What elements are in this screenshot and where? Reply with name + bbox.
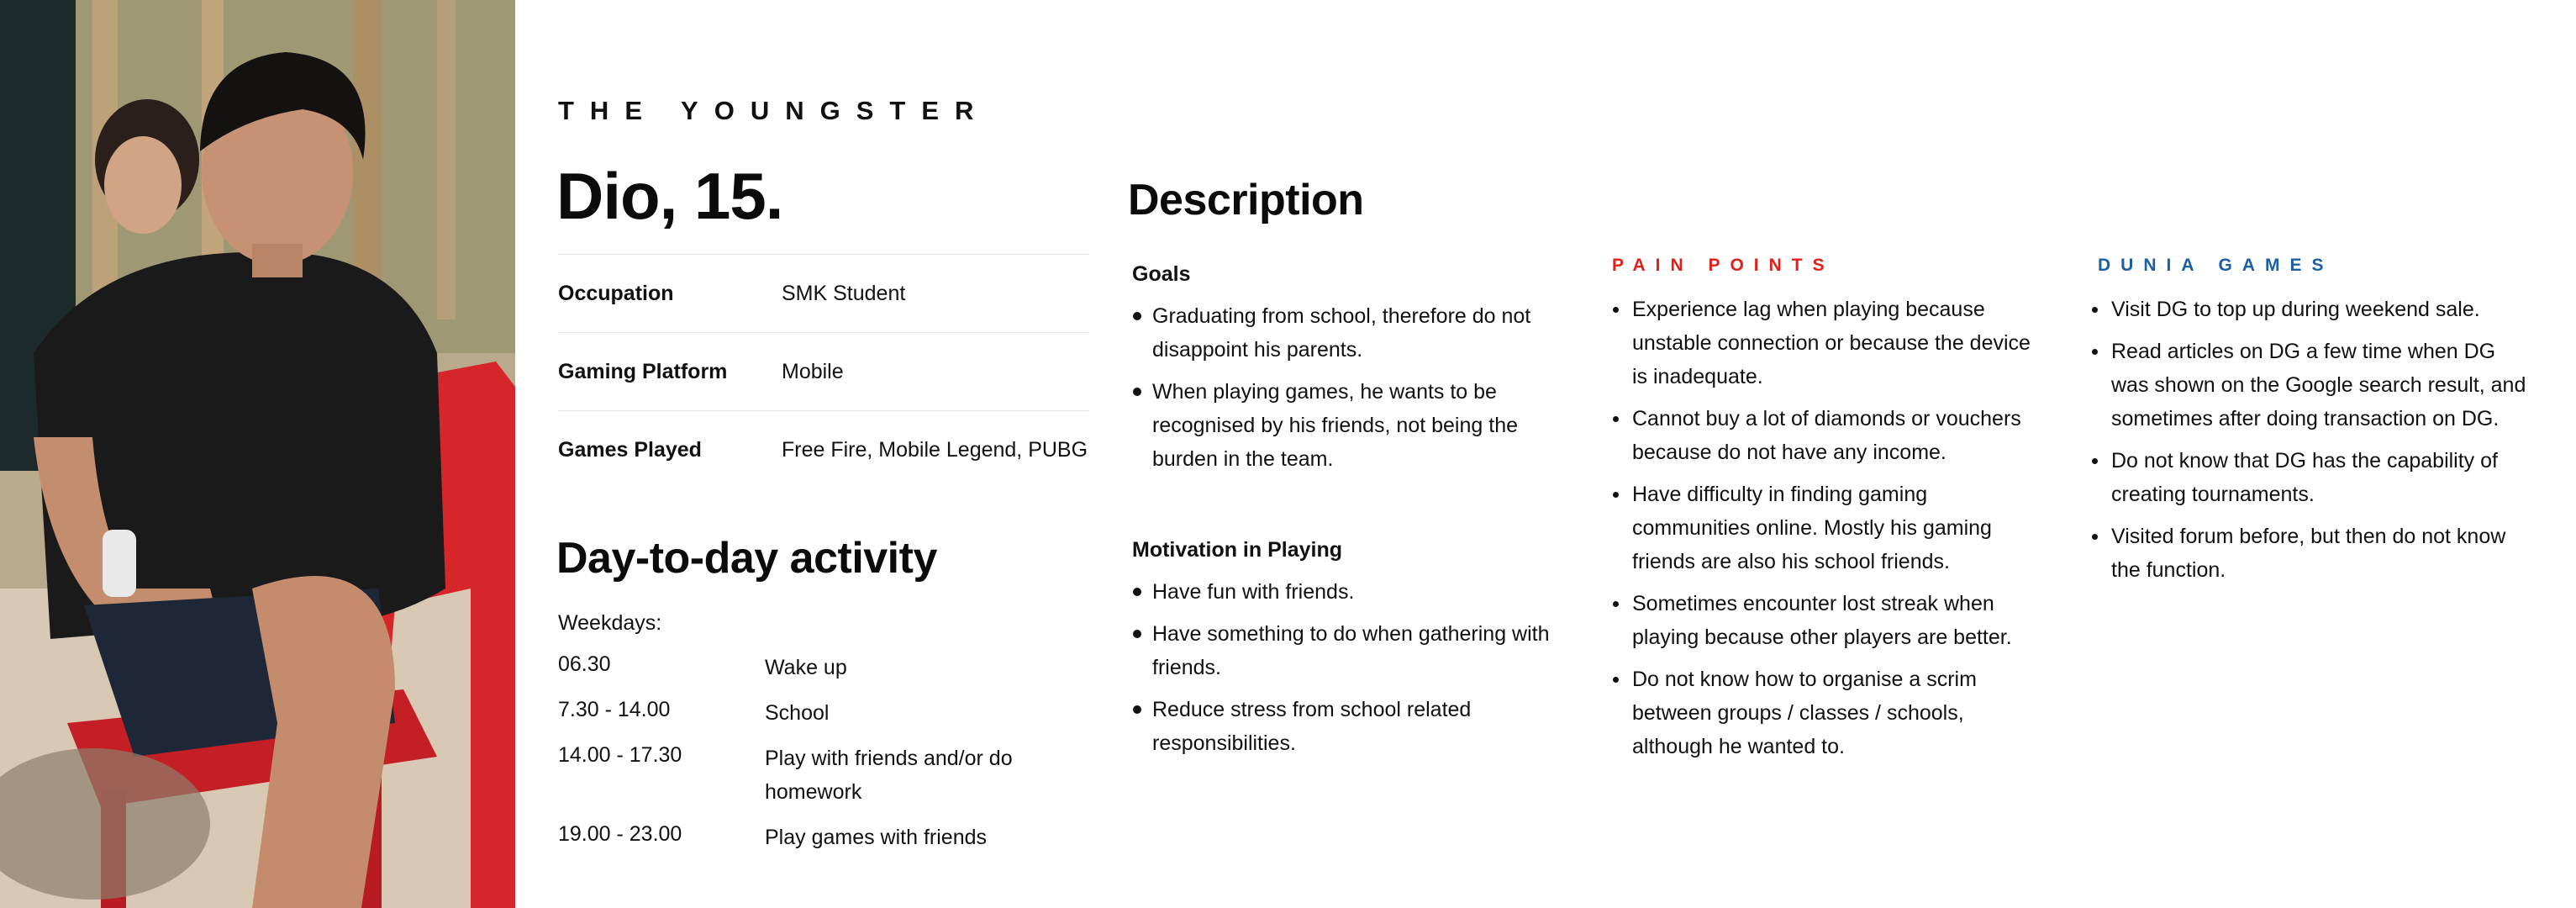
- profile-label: Occupation: [558, 281, 674, 305]
- list-item: Visited forum before, but then do not know the function.: [2091, 520, 2528, 587]
- profile-table: [558, 254, 1089, 488]
- schedule-row: [558, 693, 1079, 730]
- profile-label: Games Played: [558, 437, 702, 462]
- profile-row-platform: [558, 332, 1089, 410]
- schedule-activity: School: [765, 701, 830, 725]
- profile-row-games: [558, 410, 1089, 488]
- persona-photo: [0, 0, 515, 908]
- profile-value: Mobile: [782, 359, 844, 383]
- list-item: Have difficulty in finding gaming communities online. Mostly his gaming friends are also his school friends.: [1612, 478, 2032, 578]
- list-item: Reduce stress from school related responsibilities.: [1132, 693, 1569, 760]
- list-item: Visit DG to top up during weekend sale.: [2091, 293, 2528, 326]
- dunia-games-column: [2091, 293, 2528, 595]
- motivation-list: [1132, 575, 1569, 760]
- schedule-row: [558, 817, 1079, 854]
- schedule-time: 14.00 - 17.30: [558, 743, 682, 767]
- persona-name: Dio, 15.: [556, 159, 783, 233]
- list-item: When playing games, he wants to be recognised by his friends, not being the burden in the team.: [1132, 375, 1569, 476]
- schedule-list: [558, 647, 1079, 863]
- list-item: Cannot buy a lot of diamonds or vouchers because do not have any income.: [1612, 402, 2032, 469]
- day-to-day-heading: Day-to-day activity: [556, 534, 937, 583]
- schedule-row: [558, 647, 1079, 684]
- pain-points-column: [1612, 293, 2032, 772]
- schedule-time: 7.30 - 14.00: [558, 698, 671, 721]
- list-item: Have something to do when gathering with friends.: [1132, 617, 1569, 684]
- profile-value: Free Fire, Mobile Legend, PUBG: [782, 437, 1088, 462]
- schedule-time: 19.00 - 23.00: [558, 822, 682, 846]
- goals-heading: Goals: [1132, 262, 1191, 286]
- goals-list: [1132, 299, 1569, 476]
- motivation-heading: Motivation in Playing: [1132, 538, 1343, 562]
- pain-points-label: PAIN POINTS: [1612, 256, 1835, 275]
- list-item: Have fun with friends.: [1132, 575, 1569, 609]
- description-body: [1132, 257, 1569, 768]
- persona-photo-illustration: [0, 0, 515, 908]
- profile-row-occupation: [558, 254, 1089, 332]
- profile-label: Gaming Platform: [558, 359, 728, 383]
- list-item: Do not know how to organise a scrim between groups / classes / schools, although he wanted to.: [1612, 663, 2032, 763]
- list-item: Sometimes encounter lost streak when playing because other players are better.: [1612, 587, 2032, 654]
- list-item: Read articles on DG a few time when DG was shown on the Google search result, and sometimes after doing transaction on DG.: [2091, 335, 2528, 436]
- list-item: Do not know that DG has the capability of creating tournaments.: [2091, 444, 2528, 511]
- persona-archetype: THE YOUNGSTER: [558, 96, 990, 125]
- schedule-activity: Wake up: [765, 656, 847, 679]
- weekdays-label: Weekdays:: [558, 611, 662, 635]
- schedule-row: [558, 738, 1079, 809]
- list-item: Experience lag when playing because unstable connection or because the device is inadequate.: [1612, 293, 2032, 393]
- pain-points-list: [1612, 293, 2032, 763]
- schedule-time: 06.30: [558, 652, 611, 676]
- profile-value: SMK Student: [782, 281, 906, 305]
- list-item: Graduating from school, therefore do not disappoint his parents.: [1132, 299, 1569, 367]
- description-heading: Description: [1128, 176, 1364, 224]
- dunia-games-list: [2091, 293, 2528, 587]
- schedule-activity: Play games with friends: [765, 826, 988, 849]
- dunia-games-label: DUNIA GAMES: [2098, 256, 2334, 275]
- schedule-activity: Play with friends and/or do homework: [765, 747, 1013, 804]
